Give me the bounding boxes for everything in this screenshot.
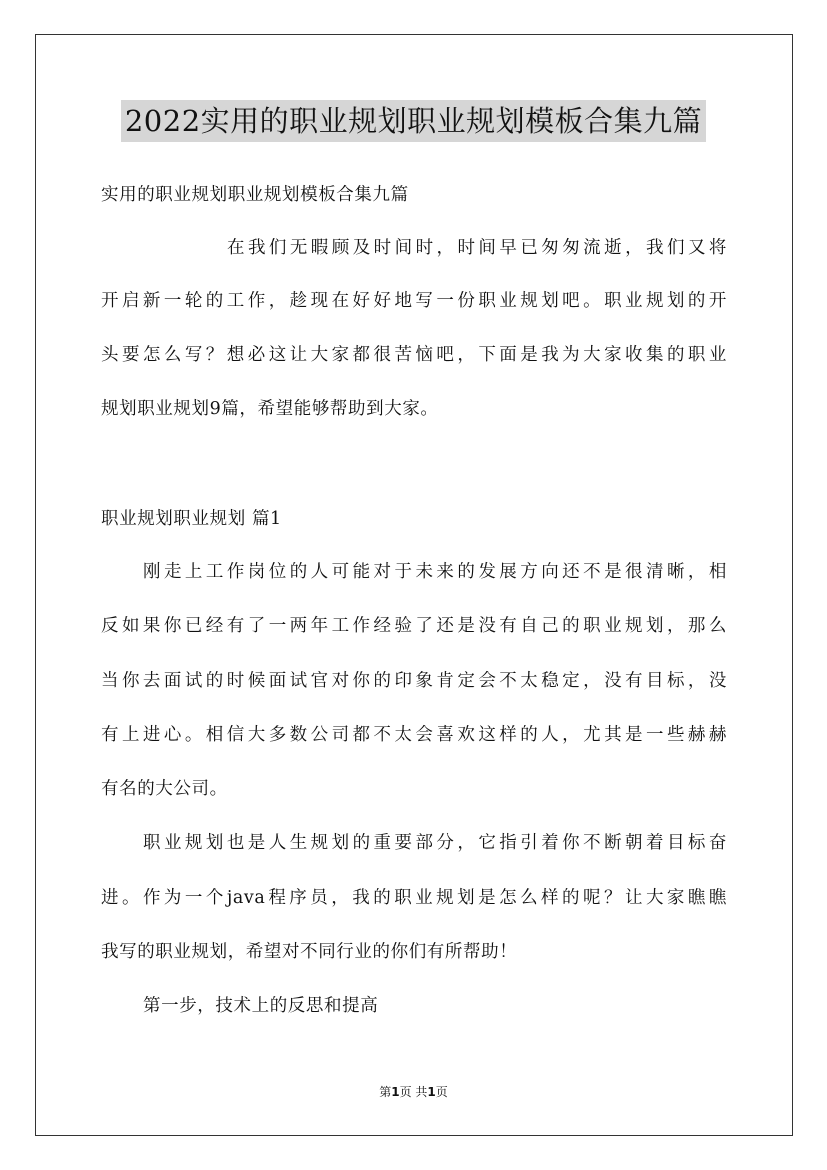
footer-prefix: 第 — [379, 1085, 392, 1099]
step1-heading: 第一步，技术上的反思和提高 — [143, 996, 379, 1016]
para1-line-4: 有上进心。相信大多数公司都不太会喜欢这样的人，尤其是一些赫赫 — [101, 725, 727, 745]
page-footer — [0, 1083, 827, 1100]
title-container — [0, 100, 827, 142]
footer-total-pages: 1 — [427, 1085, 436, 1099]
para1-line-1: 刚走上工作岗位的人可能对于未来的发展方向还不是很清晰，相 — [143, 562, 727, 582]
para1-line-2: 反如果你已经有了一两年工作经验了还是没有自己的职业规划，那么 — [101, 616, 727, 636]
para2-line-1: 职业规划也是人生规划的重要部分，它指引着你不断朝着目标奋 — [143, 833, 727, 853]
para2-line-3: 我写的职业规划，希望对不同行业的你们有所帮助！ — [101, 942, 518, 962]
document-title: 2022实用的职业规划职业规划模板合集九篇 — [121, 100, 706, 142]
footer-mid: 页 共 — [399, 1085, 428, 1099]
intro-line-3: 头要怎么写？想必这让大家都很苦恼吧，下面是我为大家收集的职业 — [101, 345, 727, 365]
footer-suffix: 页 — [435, 1085, 448, 1099]
intro-line-2: 开启新一轮的工作，趁现在好好地写一份职业规划吧。职业规划的开 — [101, 291, 727, 311]
para2-line-2: 进。作为一个java程序员，我的职业规划是怎么样的呢？让大家瞧瞧 — [101, 888, 727, 908]
footer-page-number: 1 — [391, 1085, 400, 1099]
para1-line-5: 有名的大公司。 — [101, 779, 228, 799]
document-subtitle: 实用的职业规划职业规划模板合集九篇 — [101, 185, 409, 205]
para1-line-3: 当你去面试的时候面试官对你的印象肯定会不太稳定，没有目标，没 — [101, 671, 727, 691]
intro-line-1: 在我们无暇顾及时间时，时间早已匆匆流逝，我们又将 — [227, 238, 727, 258]
intro-line-4: 规划职业规划9篇，希望能够帮助到大家。 — [101, 399, 439, 419]
section-heading: 职业规划职业规划 篇1 — [101, 509, 282, 529]
